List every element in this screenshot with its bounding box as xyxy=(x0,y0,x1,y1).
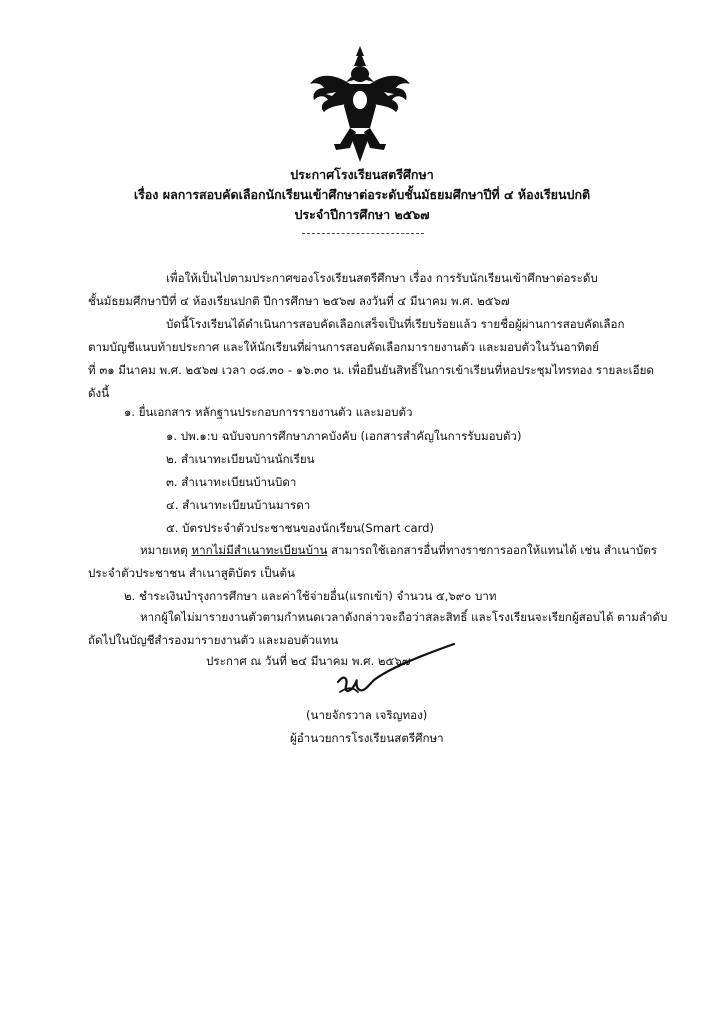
signer-name: (นายจักรวาล เจริญทอง) xyxy=(306,708,428,722)
note-rest: สามารถใช้เอกสารอื่นที่ทางราชการออกให้แทนได้ เช่น สำเนาบัตร xyxy=(331,543,657,557)
note-line-1 xyxy=(140,542,657,558)
announcement-year: ประจำปีการศึกษา ๒๕๖๗ xyxy=(294,207,430,222)
sub-item-1: ๑. ปพ.๑:บ ฉบับจบการศึกษาภาคบังคับ (เอกสารสำคัญในการรับมอบตัว) xyxy=(166,429,522,443)
note-underlined: หากไม่มีสำเนาทะเบียนบ้าน xyxy=(191,543,328,557)
sub-item-4: ๔. สำเนาทะเบียนบ้านมารดา xyxy=(166,498,311,512)
title-divider xyxy=(302,233,424,234)
paragraph-2-line-1: บัดนี้โรงเรียนได้ดำเนินการสอบคัดเลือกเสร็จเป็นที่เรียบร้อยแล้ว รายชื่อผู้ผ่านการสอบคัดเลือก xyxy=(166,317,625,331)
signature xyxy=(330,642,460,704)
paragraph-2-line-4: ดังนี้ xyxy=(88,386,110,400)
note-line-2: ประจำตัวประชาชน สำเนาสูติบัตร เป็นต้น xyxy=(88,566,295,580)
announcement-title: ประกาศโรงเรียนสตรีศึกษา xyxy=(290,167,434,182)
paragraph-1-line-2: ชั้นมัธยมศึกษาปีที่ ๔ ห้องเรียนปกติ ปีการศึกษา ๒๕๖๗ ลงวันที่ ๔ มีนาคม พ.ศ. ๒๕๖๗ xyxy=(88,294,510,308)
list-item-1: ๑. ยื่นเอกสาร หลักฐานประกอบการรายงานตัว และมอบตัว xyxy=(124,405,413,419)
list-item-2: ๒. ชำระเงินบำรุงการศึกษา และค่าใช้จ่ายอื่น(แรกเข้า) จำนวน ๕,๖๙๐ บาท xyxy=(124,589,497,603)
paragraph-3-line-1: หากผู้ใดไม่มารายงานตัวตามกำหนดเวลาดังกล่าวจะถือว่าสละสิทธิ์ และโรงเรียนจะเรียกผู้สอบได้ ตามลำดับ xyxy=(140,610,668,624)
sub-item-2: ๒. สำเนาทะเบียนบ้านนักเรียน xyxy=(166,452,315,466)
paragraph-1-line-1: เพื่อให้เป็นไปตามประกาศของโรงเรียนสตรีศึกษา เรื่อง การรับนักเรียนเข้าศึกษาต่อระดับ xyxy=(166,271,598,285)
paragraph-3-line-2: ถัดไปในบัญชีสำรองมารายงานตัว และมอบตัวแทน xyxy=(88,633,339,647)
paragraph-2-line-3: ที่ ๓๑ มีนาคม พ.ศ. ๒๕๖๗ เวลา ๐๘.๓๐ - ๑๖.๓๐ น. เพื่อยืนยันสิทธิ์ในการเข้าเรียนที่หอประชุมไทรทอง รายละเอียด xyxy=(88,363,654,377)
note-prefix: หมายเหตุ xyxy=(140,543,188,557)
signer-position: ผู้อำนวยการโรงเรียนสตรีศึกษา xyxy=(290,731,444,745)
garuda-emblem-icon xyxy=(306,44,414,164)
sub-item-3: ๓. สำเนาทะเบียนบ้านบิดา xyxy=(166,475,297,489)
announcement-subject: เรื่อง ผลการสอบคัดเลือกนักเรียนเข้าศึกษาต่อระดับชั้นมัธยมศึกษาปีที่ ๔ ห้องเรียนปกติ xyxy=(133,187,591,202)
announcement-date: ประกาศ ณ วันที่ ๒๔ มีนาคม พ.ศ. ๒๕๖๗ xyxy=(206,654,411,668)
paragraph-2-line-2: ตามบัญชีแนบท้ายประกาศ และให้นักเรียนที่ผ่านการสอบคัดเลือกมารายงานตัว และมอบตัวในวันอาทิตย์ xyxy=(88,340,599,354)
sub-item-5: ๕. บัตรประจำตัวประชาชนของนักเรียน(Smart card) xyxy=(166,521,435,535)
